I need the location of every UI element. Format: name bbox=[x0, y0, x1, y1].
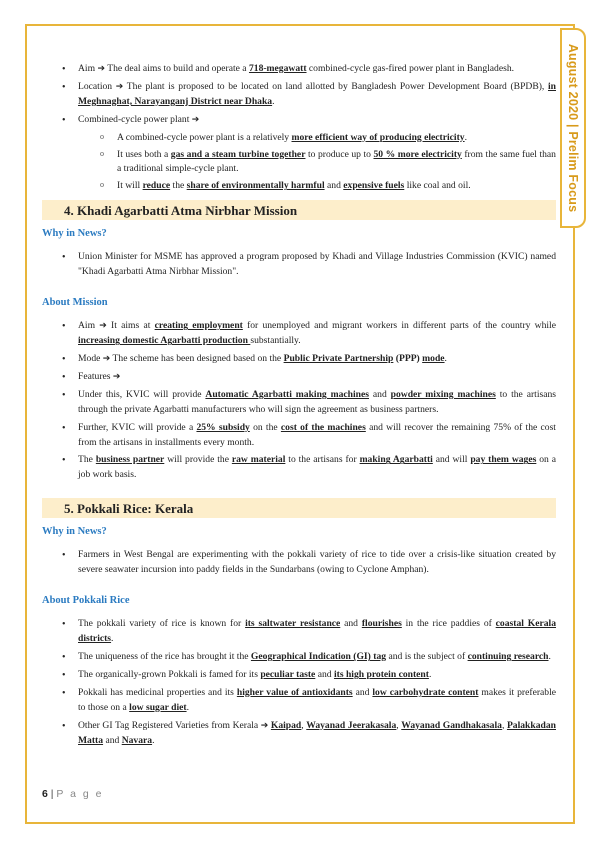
side-label: August 2020 | Prelim Focus bbox=[566, 43, 580, 213]
list-item: • Other GI Tag Registered Varieties from Kerala ➔ Kaipad, Wayanad Jeerakasala, Wayanad Gandhakasala, Palakkadan Matta and Navara. bbox=[42, 719, 556, 749]
list-item: • Pokkali has medicinal properties and its higher value of antioxidants and low carbohydrate content makes it preferable to those on a low sugar diet. bbox=[42, 686, 556, 716]
section-4-about-heading: About Mission bbox=[42, 297, 108, 309]
sub-list-item: o A combined-cycle power plant is a relatively more efficient way of producing electricity. bbox=[42, 131, 556, 146]
power-plant-list bbox=[42, 62, 556, 194]
list-item: • Farmers in West Bengal are experimenting with the pokkali variety of rice to tide over a crisis-like situation created by severe seawater incursion into paddy fields in the Sundarbans (owing to Cyclone Amphan). bbox=[42, 548, 556, 578]
list-item: • Location ➔ The plant is proposed to be located on land allotted by Bangladesh Power Development Board (BPDB), in Meghnaghat, Narayanganj District near Dhaka. bbox=[42, 80, 556, 110]
list-item: • Further, KVIC will provide a 25% subsidy on the cost of the machines and will recover the remaining 75% of the cost from the artisans in installments every month. bbox=[42, 421, 556, 451]
list-item: • The business partner will provide the raw material to the artisans for making Agarbatti and will pay them wages on a job work basis. bbox=[42, 453, 556, 483]
list-item: • Combined-cycle power plant ➔ bbox=[42, 113, 556, 128]
section-5-why-heading: Why in News? bbox=[42, 526, 107, 538]
section-4-about-list bbox=[42, 319, 556, 483]
sub-list-item: o It will reduce the share of environmentally harmful and expensive fuels like coal and oil. bbox=[42, 179, 556, 194]
section-4-why-heading: Why in News? bbox=[42, 228, 107, 240]
section-5-about-list bbox=[42, 617, 556, 748]
list-item: • The organically-grown Pokkali is famed for its peculiar taste and its high protein content. bbox=[42, 668, 556, 683]
list-item: • The pokkali variety of rice is known for its saltwater resistance and flourishes in the rice paddies of coastal Kerala districts. bbox=[42, 617, 556, 647]
list-item: • Aim ➔ The deal aims to build and operate a 718-megawatt combined-cycle gas-fired power plant in Bangladesh. bbox=[42, 62, 556, 77]
list-item: • Aim ➔ It aims at creating employment for unemployed and migrant workers in different parts of the country while increasing domestic Agarbatti production substantially. bbox=[42, 319, 556, 349]
section-5-about-heading: About Pokkali Rice bbox=[42, 595, 130, 607]
section-5-why-list bbox=[42, 548, 556, 578]
section-5-heading: 5. Pokkali Rice: Kerala bbox=[42, 498, 556, 518]
list-item: • Mode ➔ The scheme has been designed based on the Public Private Partnership (PPP) mode. bbox=[42, 352, 556, 367]
list-item: • Features ➔ bbox=[42, 370, 556, 385]
page-footer bbox=[42, 788, 104, 800]
section-4-heading: 4. Khadi Agarbatti Atma Nirbhar Mission bbox=[42, 200, 556, 220]
list-item: • Under this, KVIC will provide Automatic Agarbatti making machines and powder mixing machines to the artisans through the private Agarbatti manufacturers who will sign the agreement as business partners. bbox=[42, 388, 556, 418]
list-item: • The uniqueness of the rice has brought it the Geographical Indication (GI) tag and is the subject of continuing research. bbox=[42, 650, 556, 665]
section-4-why-list bbox=[42, 250, 556, 280]
footer-page-label: P a g e bbox=[56, 788, 104, 800]
sub-list-item: o It uses both a gas and a steam turbine together to produce up to 50 % more electricity from the same fuel than a traditional simple-cycle plant. bbox=[42, 148, 556, 178]
list-item: • Union Minister for MSME has approved a program proposed by Khadi and Village Industries Commission (KVIC) named "Khadi Agarbatti Atma Nirbhar Mission". bbox=[42, 250, 556, 280]
footer-separator: | bbox=[47, 788, 57, 800]
page-content bbox=[42, 62, 556, 751]
page-number: 6 bbox=[42, 788, 48, 800]
